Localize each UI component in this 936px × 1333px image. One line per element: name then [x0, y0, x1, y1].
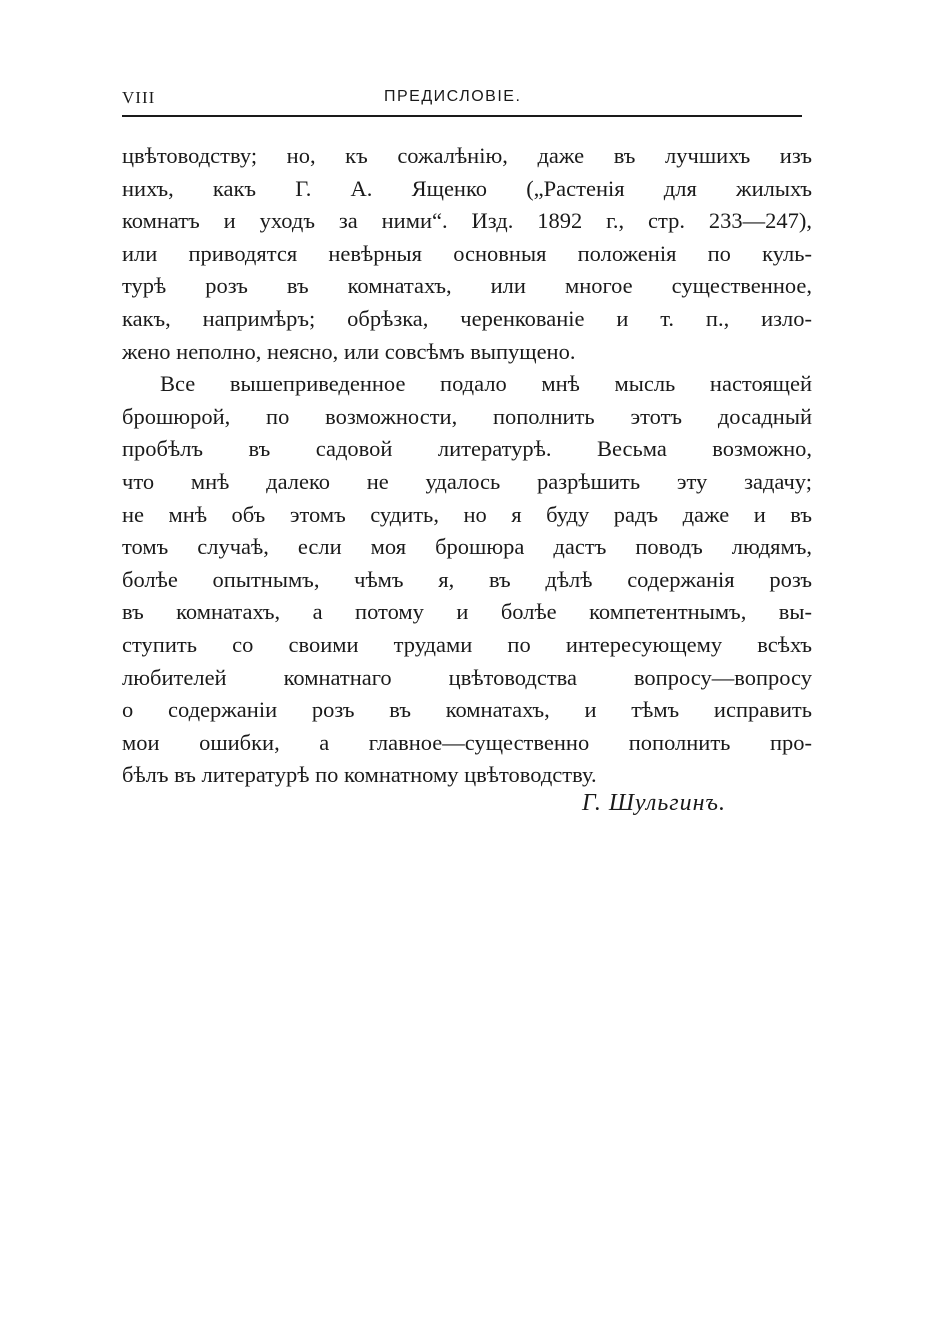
text-line: въ комнатахъ, а потому и болѣе компетентнымъ, вы-: [122, 599, 812, 625]
text-line: бѣлъ въ литературѣ по комнатному цвѣтоводству.: [122, 762, 597, 788]
text-line: что мнѣ далеко не удалось разрѣшить эту задачу;: [122, 468, 812, 494]
text-line: или приводятся невѣрныя основныя положенія по куль-: [122, 240, 812, 266]
text-line: брошюрой, по возможности, пополнить этотъ досадный: [122, 403, 812, 429]
text-line: цвѣтоводству; но, къ сожалѣнію, даже въ лучшихъ изъ: [122, 143, 812, 168]
text-line: о содержаніи розъ въ комнатахъ, и тѣмъ исправить: [122, 697, 812, 723]
running-title: ПРЕДИСЛОВІЕ.: [384, 88, 522, 105]
paragraph-2: [122, 368, 812, 792]
text-line: не мнѣ объ этомъ судить, но я буду радъ даже и въ: [122, 501, 812, 527]
text-line: ступить со своими трудами по интересующему всѣхъ: [122, 631, 812, 657]
text-line: пробѣлъ въ садовой литературѣ. Весьма возможно,: [122, 436, 812, 462]
text-line: томъ случаѣ, если моя брошюра дастъ поводъ людямъ,: [122, 534, 812, 560]
text-line: турѣ розъ въ комнатахъ, или многое существенное,: [122, 273, 812, 299]
header-rule: [122, 115, 802, 117]
text-line: Все вышеприведенное подало мнѣ мысль настоящей: [160, 371, 812, 397]
author-signature: Г. Шульгинъ.: [582, 790, 726, 816]
text-line: любителей комнатнаго цвѣтоводства вопросу—вопросу: [122, 664, 812, 690]
text-line: мои ошибки, а главное—существенно пополнить про-: [122, 729, 812, 755]
page-number: VIII: [122, 88, 156, 107]
text-line: жено неполно, неясно, или совсѣмъ выпущено.: [122, 338, 576, 364]
paragraph-1: [122, 140, 812, 368]
text-line: нихъ, какъ Г. А. Ященко („Растенія для жилыхъ: [122, 175, 812, 201]
text-line: комнатъ и уходъ за ними“. Изд. 1892 г., стр. 233—247),: [122, 208, 812, 234]
body-text: [122, 140, 812, 792]
running-head: [122, 84, 802, 114]
text-line: какъ, напримѣръ; обрѣзка, черенкованіе и т. п., изло-: [122, 305, 812, 331]
text-line: болѣе опытнымъ, чѣмъ я, въ дѣлѣ содержанія розъ: [122, 566, 812, 592]
